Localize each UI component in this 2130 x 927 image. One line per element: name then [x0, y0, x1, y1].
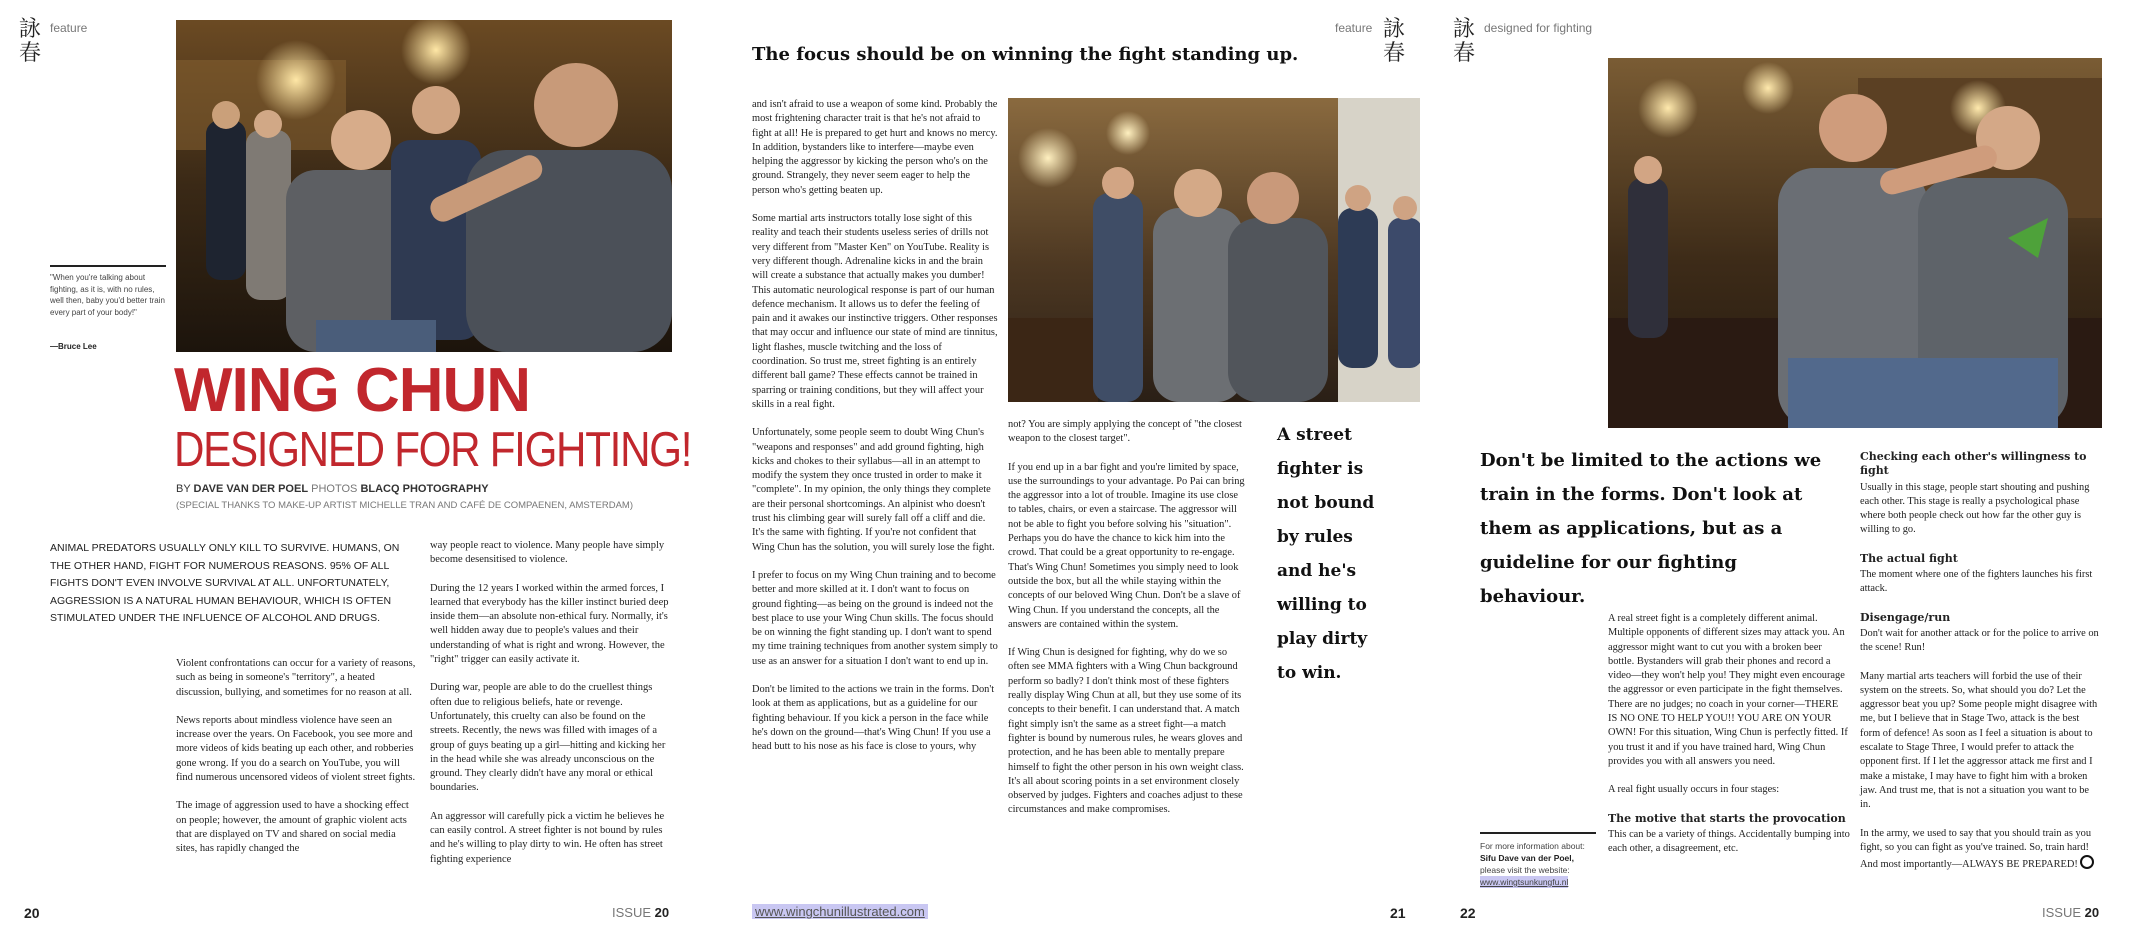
byline-by: BY	[176, 483, 191, 495]
bar-fight-photo	[1008, 98, 1420, 402]
paragraph: If Wing Chun is designed for fighting, why do we so often see MMA fighters with a Wing Chun background perform so badly? I don't think most of these fighters really display Wing Chun at all, but they use some of its concepts to their benefit. I can understand that. A match fight simply isn't the same as a street fight—a match fighter is bound by numerous rules, he wears gloves and protection, and he has been able to mentally prepare himself to fight the other person in his own weight class. It's all about scoring points in a set environment closely observed by judges. Fighters and coaches adjust to these circumstances and make compromises.	[1008, 647, 1244, 816]
paragraph: The moment where one of the fighters launches his first attack.	[1860, 569, 2093, 595]
bruce-lee-quote: "When you're talking about fighting, as it is, with no rules, well then, baby you'd better train every part of your body!"	[50, 273, 165, 317]
issue-text: ISSUE	[2042, 905, 2082, 920]
end-mark-icon	[2080, 855, 2094, 869]
page-headline: The focus should be on winning the fight standing up.	[752, 44, 1299, 65]
body-column-2	[1860, 450, 2102, 886]
paragraph: An aggressor will carefully pick a victim he believes he can easily control. A street fighter is not bound by rules and he's willing to play dirty to win. He often has street fighting experience	[430, 810, 665, 865]
website-link[interactable]: www.wingchunillustrated.com	[752, 904, 928, 919]
page-number: 22	[1460, 905, 1476, 921]
body-column-1	[1608, 612, 1850, 870]
byline	[176, 483, 489, 495]
stage-heading: Checking each other's willingness to fight	[1860, 450, 2087, 478]
info-rule	[1480, 832, 1596, 834]
info-line: please visit the website:	[1480, 865, 1570, 875]
info-name: Sifu Dave van der Poel,	[1480, 853, 1575, 863]
stage-heading: The motive that starts the provocation	[1608, 811, 1846, 825]
kanji-wing: 詠	[1382, 17, 1405, 42]
kanji-chun: 春	[1382, 41, 1405, 66]
grab-photo	[1608, 58, 2102, 428]
thanks-credit: (SPECIAL THANKS TO MAKE-UP ARTIST MICHELLE TRAN AND CAFÉ DE COMPAENEN, AMSTERDAM)	[176, 500, 633, 511]
paragraph: Many martial arts teachers will forbid the use of their system on the streets. So, what should you do? Let the aggressor beat you up? Some people might disagree with me, but I believe that in Stage Two, attack is the best form of defence! As soon as I feel a situation is about to escalate to Stage Three, I would prefer to attack the opponent first. If I let the aggressor attack me first and I make a mistake, I may have to fight him with a broken jaw. And trust me, that is not a situation you want to be in.	[1860, 670, 2098, 811]
paragraph: A real fight usually occurs in four stages:	[1608, 784, 1780, 796]
kanji-chun: 春	[1452, 41, 1475, 66]
byline-author: DAVE VAN DER POEL	[193, 483, 309, 495]
paragraph: Don't wait for another attack or for the police to arrive on the scene! Run!	[1860, 627, 2099, 654]
paragraph: The image of aggression used to have a shocking effect on people; however, the amount of graphic violent acts that are displayed on TV and shared on social media sites, has rapidly changed the	[176, 800, 409, 855]
issue-label	[612, 905, 669, 920]
paragraph: A real street fight is a completely different animal. Multiple opponents of different sizes may attack you. An aggressor might want to cut you with a broken beer bottle. Bystanders will grab their phones and record a video—they won't help you! They might even encourage the aggressor or even participate in the fight themselves. There are no judges; no coach in your corner—THERE IS NO ONE TO HELP YOU!! YOU ARE ON YOUR OWN! For this situation, Wing Chun is perfectly fitted. If you trust it and if you have trained hard, Wing Chun provides you with all answers you need.	[1608, 613, 1848, 767]
paragraph	[1860, 827, 2102, 873]
body-column-2	[430, 539, 672, 881]
article-subtitle: DESIGNED FOR FIGHTING!	[174, 423, 692, 477]
info-line: For more information about:	[1480, 841, 1585, 851]
body-column-2	[1008, 418, 1248, 832]
paragraph: Some martial arts instructors totally lose sight of this reality and teach their students useless series of drills not very different from "Master Ken" on YouTube. Reality is very different though. Adrenaline kicks in and the brain will create a substance that actually makes you dumber! This automatic neurological response is part of our human defence mechanism. It allows us to defer the feeling of pain and it awakes our instinctive triggers. Other responses that may occur and influence our state of mind are tinnitus, light flashes, muscle twitching and the loss of coordination. So trust me, street fighting is an entirely different ball game? These effects cannot be trained in sparring or training conditions, but they will affect your skills in a real fight.	[752, 213, 998, 410]
wing-chun-kanji-logo	[18, 18, 42, 66]
wing-chun-kanji-logo	[1452, 18, 1476, 66]
body-column-1	[176, 657, 416, 871]
paragraph: News reports about mindless violence have seen an increase over the years. On Facebook, you see more and more videos of kids beating up each other, and robberies gone wrong. If you do a search on YouTube, you will find numerous uncensored videos of violent street fights.	[176, 714, 416, 784]
info-box	[1480, 840, 1600, 888]
kanji-wing: 詠	[1452, 17, 1475, 42]
paragraph: and isn't afraid to use a weapon of some kind. Probably the most frightening character trait is that he's not afraid to fight at all! He is prepared to get hurt and knows no mercy. In addition, bystanders like to interfere—maybe even helping the aggressor by kicking the person who's on the ground. Strangely, they never seem eager to help the person who's getting beaten up.	[752, 99, 998, 196]
paragraph: I prefer to focus on my Wing Chun training and to become better and more skilled at it. I don't want to focus on ground fighting—as being on the ground is indeed not the best place to use your Wing Chun skills. The focus should be on winning the fight standing up. I don't want to spend my time training techniques from another system simply to use as an answer for a situation I don't want to end up in.	[752, 569, 998, 667]
issue-number: 20	[654, 905, 670, 920]
page-20	[0, 0, 710, 927]
page-21	[710, 0, 1420, 927]
issue-text: ISSUE	[612, 905, 652, 920]
section-label: designed for fighting	[1484, 21, 1593, 35]
section-label: feature	[50, 21, 88, 35]
quote-attribution: —Bruce Lee	[50, 342, 97, 351]
section-label: feature	[1335, 21, 1373, 35]
paragraph: This can be a variety of things. Accidentally bumping into each other, a disagreement, etc.	[1608, 828, 1850, 855]
page-22	[1420, 0, 2130, 927]
paragraph: If you end up in a bar fight and you're limited by space, use the surroundings to your advantage. Po Pai can bring the aggressor into a lot of trouble. Imagine its use close to tables, chairs, or even a staircase. The aggressor will not be able to fight you before solving his "situation". Perhaps you do have the chance to kick him into the crowd. That could be a great opportunity to re-engage. That's Wing Chun! Sometimes you simply need to look outside the box, but all the while staying within the concepts of our beloved Wing Chun. Don't be a slave of Wing Chun. If you understand the concepts, all the answers are contained within the system.	[1008, 461, 1245, 630]
byline-photos: PHOTOS	[311, 483, 358, 495]
article-title: WING CHUN	[174, 356, 531, 425]
body-column-1	[752, 98, 998, 768]
page-number: 20	[24, 905, 40, 921]
photo-bar-scene	[1008, 98, 1420, 402]
paragraph: During the 12 years I worked within the armed forces, I learned that everybody has the killer instinct buried deep inside them—an absolute non-ethical fury. Normally, it's well hidden away due to people's values and their understanding of what is right and wrong. However, the "right" trigger can easily activate it.	[430, 582, 669, 666]
hero-photo	[176, 20, 672, 352]
paragraph: Don't be limited to the actions we train in the forms. Don't look at them as applications, but as a guideline for our fighting behaviour. If you kick a person in the face while he's down on the ground—that's Wing Chun! If you use a head butt to his nose as his face is close to yours, why	[752, 683, 995, 753]
pull-quote: A street fighter is not bound by rules and he's willing to play dirty to win.	[1277, 425, 1375, 683]
intro-paragraph: ANIMAL PREDATORS USUALLY ONLY KILL TO SURVIVE. HUMANS, ON THE OTHER HAND, FIGHT FOR NUMEROUS REASONS. 95% OF ALL FIGHTS DON'T EVEN INVOLVE SURVIVAL AT ALL. UNFORTUNATELY, AGGRESSION IS A NATURAL HUMAN BEHAVIOUR, WHICH IS OFTEN STIMULATED UNDER THE INFLUENCE OF ALCOHOL AND DRUGS.	[50, 542, 400, 624]
photo-fight-scene	[176, 20, 672, 352]
page-number: 21	[1390, 905, 1406, 921]
paragraph: Usually in this stage, people start shouting and pushing each other. This stage is really a psychological phase where both people check out how far the other guy is willing to go.	[1860, 481, 2090, 536]
paragraph: During war, people are able to do the cruellest things often due to religious beliefs, hate or revenge. Unfortunately, this cruelty can also be found on the streets. Recently, the news was filled with images of a group of guys beating up a girl—hitting and kicking her in the head while she was already unconscious on the ground. They clearly didn't have any moral or ethical boundaries.	[430, 682, 666, 794]
photo-grab-scene	[1608, 58, 2102, 428]
paragraph: Unfortunately, some people seem to doubt Wing Chun's "weapons and responses" and add ground fighting, high kicks and chokes to their syllabus—all in an attempt to modify the system they once trusted in order to make it "complete". In my opinion, the only things they complete are their personal shortcomings. An alpinist who doesn't trust his climbing gear will surely fall off a cliff and die. It's the same with fighting. If you're not confident that Wing Chun has the solution, you will surely lose the fight.	[752, 427, 995, 553]
quote-rule	[50, 265, 166, 267]
stage-heading: Disengage/run	[1860, 610, 1951, 624]
wing-chun-kanji-logo	[1382, 18, 1406, 66]
closing-text: In the army, we used to say that you should train as you fight, so you can fight as you've trained. So, train hard! And most importantly—ALWAYS BE PREPARED!	[1860, 827, 2092, 871]
stage-heading: The actual fight	[1860, 551, 1958, 565]
kanji-chun: 春	[18, 41, 41, 66]
paragraph: Violent confrontations can occur for a variety of reasons, such as being in someone's "territory", a heated discussion, bullying, and sometimes for no reason at all.	[176, 658, 416, 698]
kanji-wing: 詠	[18, 17, 41, 42]
paragraph: not? You are simply applying the concept of "the closest weapon to the closest target".	[1008, 419, 1242, 445]
pull-quote: Don't be limited to the actions we train in the forms. Don't look at them as applications, but as a guideline for our fighting behaviour.	[1480, 450, 1822, 607]
issue-number: 20	[2084, 905, 2100, 920]
issue-label	[2042, 905, 2099, 920]
info-website-link[interactable]: www.wingtsunkungfu.nl	[1480, 877, 1569, 887]
paragraph: way people react to violence. Many people have simply become desensitised to violence.	[430, 540, 665, 566]
byline-photographer: BLACQ PHOTOGRAPHY	[360, 483, 489, 495]
